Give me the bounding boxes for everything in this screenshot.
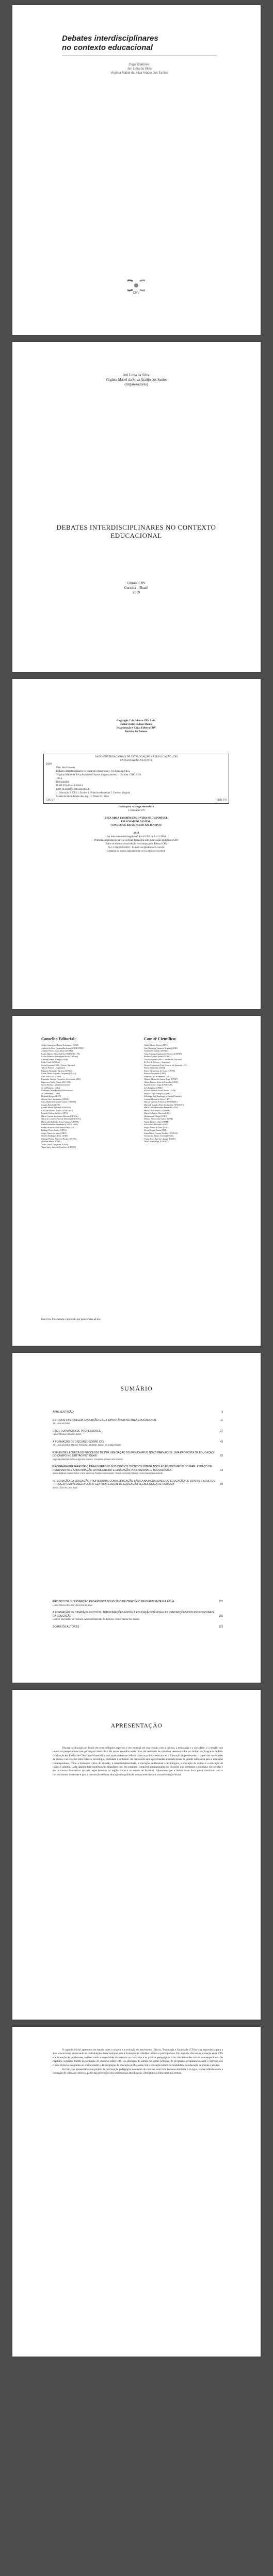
- organizers-block: [62, 63, 217, 75]
- council-member: Carlos Alberto Vilar Estêvão (UMINHO – PT): [41, 1052, 80, 1055]
- toc-entry-page: 73: [220, 1468, 223, 1472]
- cataloging-line: 166 p.: [56, 777, 63, 780]
- table-of-contents-continued: [53, 1600, 223, 1633]
- authors-block: [74, 373, 198, 387]
- council-member: Vânia Alves Martins Chaigar (FURG): [144, 1137, 176, 1140]
- toc-entry-title: A FORMAÇÃO DE DISCURSO SOBRE CTS: [53, 1440, 104, 1444]
- publisher-year: 2019: [133, 590, 140, 595]
- council-member: Ana Chrystina Venancio Mignot (UERJ): [144, 1046, 178, 1049]
- council-member: Élsio José Corá (UFFS): [41, 1075, 61, 1078]
- toc-entry-title: PROGRAMA PREPARATÓRIO PARA INGRESSO NOS CURSOS TÉCNICOS INTEGRADOS AO ENSINO MÉDIO DO IFRR: ESPAÇO DE RENDIMENTO E APROXIMAÇÃO ENTRE ENSINO E EDUCAÇÃO PROFISSIONAL E TECNOLÓGICA: [53, 1465, 212, 1472]
- council-member: Sonia Maria Ferreira Koehler (UNISAL): [144, 1131, 178, 1134]
- copyright-line: Copyright © da Editora CRV Ltda.: [117, 720, 156, 722]
- toc-entry[interactable]: [53, 1430, 223, 1436]
- toc-entry-authors: Jeri Lima da Silva; Marcos Tassadar; Jardeline Daniel de Araújo Borges: [53, 1444, 122, 1446]
- council-member: Eduardo Fernandes Barbosa (UFMG): [41, 1069, 73, 1072]
- book-title: [62, 34, 217, 53]
- council-member: Josania Portela (UFPI): [41, 1103, 60, 1106]
- toc-entry-title: APRESENTAÇÃO: [53, 1411, 74, 1414]
- summary-title: SUMÁRIO: [120, 1385, 153, 1392]
- index-entry: 1. Educação 370: [127, 809, 145, 812]
- toc-entry-page: 137: [218, 1600, 223, 1603]
- council-member: Najela Tavares Ujiie (UTFPR): [144, 1120, 169, 1123]
- cataloging-subheading: CATALOGAÇÃO NA FONTE: [120, 759, 153, 762]
- organizer-2: Virgínia Mabel da Silva Araújo dos Santos: [110, 72, 168, 75]
- cataloging-line: Virgínia Mabel da Silva Araújo dos Santos (organizadores) – Curitiba: CRV, 2019.: [56, 774, 141, 776]
- cataloging-line: Mabel da Silva Araújo dos. org. II. Título III. Série: [56, 795, 109, 798]
- council-member: Vera Lucia Gaspar (UDESC): [144, 1140, 168, 1143]
- toc-entry-page: 11: [220, 1418, 223, 1422]
- council-member: Mohammed Elhajji (UFRJ): [144, 1114, 167, 1117]
- publisher-block: [95, 581, 178, 595]
- council-member: Lourdes Helena da Silva (UFV): [144, 1097, 171, 1100]
- council-member: de La Havana – Cuba): [41, 1092, 60, 1095]
- council-member: Leonel Severo Rocha (UNISINOS): [41, 1106, 71, 1109]
- toc-entry-page: 9: [221, 1411, 223, 1414]
- council-member: Andréia da Silva Quintanilha Sousa (UNIR/UFRN): [41, 1046, 84, 1049]
- edition-year: 2019: [134, 832, 139, 835]
- council-member: Suzana dos Santos Gomes (UFMG): [144, 1134, 174, 1137]
- toc-entry-title: CTS E FORMAÇÃO DE PROFESSORES: [53, 1429, 101, 1433]
- editorial-council-heading: Conselho Editorial:: [41, 1037, 76, 1041]
- council-member: Jussara Fraga Portugal (UNEB): [144, 1092, 170, 1095]
- toc-entry-line: [53, 1611, 223, 1618]
- summary-page: [12, 1353, 261, 1683]
- half-title: DEBATES INTERDISCIPLINARES NO CONTEXTO EDUCACIONAL: [56, 523, 216, 539]
- editorial-council: [41, 1037, 134, 1149]
- legal-note: Proibida a reprodução parcial ou total desta obra sem autorização da Editora CRV: [94, 839, 179, 842]
- council-member: Inês Bragança (UERJ): [144, 1086, 163, 1089]
- peer-review-note: Este livro foi avaliado e aprovado por pareceristas ad hoc.: [41, 1318, 102, 1321]
- cataloging-line: Bibliografia: [56, 781, 69, 784]
- toc-entry-page: 99: [220, 1483, 223, 1486]
- toc-entry-line: [53, 1451, 223, 1458]
- toc-entry[interactable]: [53, 1611, 223, 1621]
- book-title-line-1: Debates interdisciplinares: [62, 34, 158, 43]
- toc-entry-line: [53, 1625, 223, 1629]
- toc-entry-title: INTEGRAÇÃO DA EDUCAÇÃO PROFISSIONAL COM A EDUCAÇÃO BÁSICA NA MODALIDADE DE EDUCAÇÃO DE JOVENS E ADULTOS – PROEJA: UM PARALELO COM O CENTRO FEDERAL DE EDUCAÇÃO TECNOLÓGICA DE RORAIMA: [53, 1479, 215, 1486]
- council-member: Carlos Federico Domínguez Avila (Unieuro): [41, 1055, 78, 1058]
- table-of-contents: [53, 1411, 223, 1494]
- revision-credit: Revisão: Os Autores: [125, 731, 148, 733]
- logo-label: CRV: [133, 292, 140, 295]
- author-1: Jeri Lima da Silva: [123, 373, 150, 377]
- council-member: Francisco Ari de Andrade (UFC): [144, 1075, 171, 1078]
- toc-entry-authors: Luciene Guimarães de Andrade; Ivanilson Salomão de Barbosa; Osório Cabral dos Santos: [53, 1618, 140, 1620]
- legal-note: Foi feito o depósito legal conf. Lei 10.994 de 14/12/2004: [106, 836, 166, 838]
- scientific-committee-heading: Comitê Científico:: [144, 1037, 176, 1041]
- council-member: Altair Alberto Fávero (UPF): [144, 1044, 168, 1046]
- half-title-page: [12, 342, 261, 672]
- council-member: Marcos Vinicius Francisco (UNOESTE): [144, 1100, 178, 1103]
- contact-line: Tel.: (41) 3039-6418 – E-mail: sac@editoracrv.com.br: [108, 846, 165, 849]
- toc-entry[interactable]: [53, 1625, 223, 1629]
- toc-entry-title: REFLEXÕES ACERCA DO PROCESSO DE INFLUENCIAÇÃO DO IFRN/CAMPUS NOVO PARNÁ/CGE: UMA PROPOSTA DE EDUCAÇÃO DO CAMPO NO SERTÃO POTIGUAR: [53, 1451, 214, 1458]
- crv-logo-icon: [127, 279, 145, 292]
- presentation-paragraph: Discutir a educação no Brasil em seus múltiplos aspectos, e em especial em sua relação com a ciência, a tecnologia e a sociedade, é o desafio que reuniu os pesquisadores que participam desta obra. Os textos reunidos neste livro são resultado de trabalhos desenvolvidos no âmbito do Programa de Pós-Graduação em Ensino de Ciências e Matemática, nos quais se buscou refletir sobre as práticas educativas, a formação de professores, o papel das instituições de ensino e as relações entre ciência, tecnologia, sociedade e ambiente. As discussões aqui apresentadas abordam temas de grande relevância para a educação contemporânea, como a formação crítica do cidadão, a interdisciplinaridade, a educação profissional e tecnológica, a educação do campo e a educação de jovens e adultos. Cada capítulo traz contribuições singulares que, em conjunto, compõem um panorama das questões que permeiam o cotidiano das escolas e dos processos formativos no país, especialmente na região Norte e no estado de Roraima. Esperamos que a leitura deste livro possa contribuir para o fortalecimento do debate e para a construção de uma educação de qualidade, comprometida com a transformação social.: [53, 1747, 223, 1776]
- scientific-committee: [144, 1037, 237, 1143]
- toc-entry[interactable]: [53, 1465, 223, 1475]
- toc-entry[interactable]: [53, 1419, 223, 1425]
- organizer-1: Jeri Lima da Silva: [127, 67, 152, 71]
- toc-entry-authors: Maria Betânia Gomes Silva; Carla Vanessa Paulino Nascimento; Tamas Armando Ribeiro; Clara Maria Nascimento: [53, 1472, 163, 1475]
- cover-page: [12, 5, 261, 335]
- council-member: Maria de Lourdes Pinto de Almeida (UNOESC): [41, 1117, 81, 1120]
- council-member: Antônio Pereira Gaio Júnior (UFRRJ): [41, 1049, 73, 1052]
- council-member: Ilma Passos A. Veiga (UNICEUB): [144, 1083, 173, 1086]
- publisher-name: Editora CRV: [126, 581, 146, 585]
- website-line: Conheça os nossos lançamentos: www.editoracrv.com.br: [107, 850, 166, 853]
- cdd-code: CDD 370: [216, 799, 227, 802]
- council-member: Lourdes Helena da Silva (UFV): [41, 1112, 68, 1114]
- council-member: Helmuth Krüger (UCP): [41, 1095, 61, 1097]
- council-member: Fauston Negreiros (UFPI): [144, 1072, 166, 1075]
- council-member: Solange Helena Ximenes-Rocha (UFOPA): [41, 1137, 77, 1140]
- toc-entry-line: [53, 1465, 223, 1472]
- author-2: Virgínia Mabel da Silva Araújo dos Santos: [105, 378, 167, 382]
- council-member: Anna Augusta Sampaio de Oliveira (UNESP): [144, 1052, 182, 1055]
- copyright-notes: [43, 805, 229, 853]
- cataloging-line: Debates interdisciplinares no contexto educacional / Jeri Lima da Silva,: [56, 770, 131, 773]
- isbn: ISBN 978-85-444-3304-1: [56, 785, 83, 787]
- council-member: Carmen Tereza Velanga (UNIR): [41, 1058, 68, 1061]
- index-heading: Índice para catálogo sistemático: [118, 806, 154, 808]
- council-member: Maria Eliza Mattosinho Bernardes (USP): [144, 1106, 179, 1109]
- council-member: Sérgio Nunes de Jesus (IFRO): [41, 1131, 67, 1134]
- toc-entry-title: A FORMAÇÃO DE CIDADÃOS CRÍTICOS: APROXIMAÇÕES ENTRE A EDUCAÇÃO CIÊNCIA E AS PERCEPÇÕES DOS PROFISSIONAIS DA EDUCAÇÃO: [53, 1611, 214, 1618]
- council-member: Marta Furlan de Oliveira (UEL): [144, 1112, 171, 1114]
- council-member: Lídia de Oliveira Xavier (UNIEURO): [41, 1109, 73, 1112]
- toc-entry-page: 27: [220, 1429, 223, 1433]
- toc-entry-line: [53, 1411, 223, 1414]
- council-member: Três de Febrero – Argentina): [41, 1066, 66, 1069]
- presentation-paragraph: O capítulo inicial apresenta um estudo sobre a origem e a evolução do movimento Ciência, Tecnologia e Sociedade (CTS) e sua importância para a área educacional, destacando as contribuições desse enfoque para a formação de cidadãos críticos e participativos. Em seguida, discute-se a relação entre CTS e a formação de professores, evidenciando a necessidade de repensar os currículos e as práticas pedagógicas à luz das demandas sociais contemporâneas. Os capítulos seguintes tratam da formação do discurso sobre CTS, da educação do campo no sertão potiguar, de programas preparatórios para o ingresso nos cursos técnicos integrados ao ensino médio e da integração da educação profissional com a educação básica na modalidade de educação de jovens e adultos.: [53, 2048, 223, 2067]
- toc-entry-page: 173: [218, 1625, 223, 1629]
- cataloging-code: D286: [46, 763, 52, 766]
- council-member: Sydione Santos (UEPG): [41, 1140, 61, 1143]
- council-member: Sérgio Nunes de Jesus (IFRO): [144, 1126, 169, 1129]
- council-member: Cesar Gerónimo Tello (Univer. Nacional: [41, 1063, 75, 1066]
- council-member: Barbara Coelho Neves (UFBA): [144, 1055, 170, 1058]
- toc-entry-page: 155: [218, 1614, 223, 1618]
- council-member: Renato Francisco dos Santos Paula (UFG): [41, 1126, 76, 1129]
- toc-entry-authors: Hipias Monteiro Duarte Júnior: [53, 1433, 82, 1435]
- toc-entry[interactable]: [53, 1600, 223, 1606]
- toc-entry-line: [53, 1480, 223, 1486]
- council-member: Simone Rodrigues Pinto (UNB): [41, 1134, 68, 1137]
- cataloging-box: [43, 754, 229, 804]
- cdu-code: CDU 37: [46, 799, 55, 802]
- council-member: de La Havana – Cuba): [41, 1086, 60, 1089]
- toc-entry-authors: Jeri Lima da Silva: [53, 1422, 70, 1425]
- council-member: Maria Cristina dos Santos Bezerra (UFSCar): [41, 1114, 78, 1117]
- cataloging-line: Deb, Jeri Lima da: [56, 767, 75, 769]
- publisher-logo: [116, 279, 157, 295]
- council-member: Eliane Rose Maio (UEM): [144, 1066, 166, 1069]
- cataloging-line: 1. Educação 2. CTS 3. Ensino 4. Práticas educativas 5. Ensino. Virgínia: [56, 792, 131, 794]
- doi: DOI 10.24824/978854443304.1: [56, 788, 90, 791]
- council-member: Francisco Carlos Duarte (PUC-PR): [41, 1080, 71, 1083]
- layout-credit: Diagramação e Capa: Editora CRV: [117, 727, 156, 730]
- council-member: José de Ribamar Sousa Pereira (UCB): [144, 1089, 176, 1092]
- council-member: Diosnel Centurion (Univ Americ. de Asunción – Py): [144, 1063, 187, 1066]
- council-member: Tadeu Oliver Gonçalves (UFPA): [41, 1143, 69, 1146]
- councils-page: [12, 1016, 261, 1346]
- council-member: Elione Maria Nogueira Diogenes (UFAL): [41, 1072, 76, 1075]
- toc-entry-authors: Virgínia Mabel da Silva Araújo dos Santos; Josadaira Oliveira dos Santos: [53, 1458, 123, 1461]
- council-member: Maria de Lourdes Pinto de Almeida (UNOESC): [144, 1103, 184, 1106]
- presentation-continued-text: [53, 2048, 223, 2076]
- council-member: Tania Suely Azevedo Brasileiro (UFOPA): [41, 1146, 76, 1148]
- presentation-page: [12, 1690, 261, 2020]
- copyright-page: [12, 679, 261, 1009]
- toc-entry-title: PROJETO DE INTERVENÇÃO PEDAGÓGICA NO ENSINO DE CIÊNCIA: O MEIO AMBIENTE E A ÁGUA: [53, 1600, 174, 1603]
- presentation-paragraph: Por fim, são apresentados um projeto de intervenção pedagógica no ensino de ciências, com foco no meio ambiente e na água, e uma reflexão sobre a formação de cidadãos críticos a partir das percepções dos profissionais da educação. Desejamos a todos uma boa leitura.: [53, 2068, 223, 2075]
- toc-entry-page: 43: [220, 1440, 223, 1444]
- council-member: Gloria Fariñas León (Universidade: [41, 1083, 70, 1086]
- council-member: Silvia Regina Canan (URI): [144, 1129, 167, 1131]
- council-member: Nilson José Machado (USP): [144, 1123, 168, 1126]
- toc-entry-line: [53, 1419, 223, 1422]
- digital-note: ESTA OBRA TAMBÉM ENCONTRA-SE DISPONÍVEL: [105, 817, 168, 820]
- council-member: Celso Conti (UFSCar): [41, 1061, 60, 1063]
- organizers-label: Organizadores:: [129, 63, 150, 66]
- council-member: João Adalberto Campato Junior (UNESP): [41, 1100, 76, 1103]
- council-member: Paulo Romualdo Hernandes (UNIFAL-MG): [41, 1123, 78, 1126]
- council-member: de Três de Febrero – Argentina): [144, 1061, 170, 1063]
- council-member: Aldira Guimarães Duarte Domínguez (UNB): [41, 1044, 79, 1046]
- presentation-continued-page: [12, 2027, 261, 2357]
- editor-chief: Editor-chefe: Railson Moura: [120, 723, 152, 726]
- toc-entry[interactable]: [53, 1411, 223, 1414]
- classification-row: [46, 799, 227, 802]
- toc-entry-line: [53, 1600, 223, 1604]
- book-title-line-2: no contexto educacional: [62, 43, 153, 52]
- toc-entry-authors: Maria Lúcia de Lima Silva: [53, 1486, 77, 1489]
- digital-note-3: CONHEÇA E BAIXE NOSSO APLICATIVO!: [110, 824, 162, 827]
- council-member: Rodrigo Pratte-Santos (UFES): [41, 1129, 67, 1131]
- council-member: Mônica Pereira dos Santos (UFRJ): [144, 1117, 173, 1120]
- digital-note-2: EM FORMATO DIGITAL.: [121, 821, 152, 823]
- editorial-council-list: [41, 1044, 134, 1149]
- publisher-city: Curitiba – Brasil: [124, 586, 149, 590]
- council-member: Helder Buenos Aires de Carvalho (UFPI): [144, 1080, 179, 1083]
- toc-entry[interactable]: [53, 1440, 223, 1447]
- council-member: Elizeu Clementino de Souza (UNEB): [144, 1069, 175, 1072]
- toc-entry-title: SOBRE OS AUTORES: [53, 1625, 79, 1629]
- council-member: Maria Lília Imbiriba Sousa Colares (UFOPA): [41, 1120, 79, 1123]
- legal-note: Todos os direitos desta edição reservados pela: Editora CRV: [105, 843, 168, 845]
- toc-entry[interactable]: [53, 1480, 223, 1489]
- council-member: Andréia N. Militão (UEMS): [144, 1049, 168, 1052]
- council-member: Kilwangy Kya Kapitango-a-Samba (Unemat): [144, 1095, 182, 1097]
- council-member: Maria Luisa Bissoto (UNISAL): [144, 1109, 170, 1112]
- scientific-committee-list: [144, 1044, 237, 1143]
- council-member: Jailson Alves dos Santos (UFRJ): [41, 1097, 69, 1100]
- toc-entry[interactable]: [53, 1451, 223, 1461]
- presentation-title: APRESENTAÇÃO: [110, 1722, 163, 1729]
- toc-entry-authors: Lusiel Ribeiro de Lima; Jeri Lima da Silva: [53, 1603, 92, 1606]
- council-member: Gláucia Maria dos Santos Jorge (UFOP): [144, 1078, 178, 1080]
- author-role: (Organizadores): [124, 382, 148, 386]
- cataloging-heading: DADOS INTERNACIONAIS DE CATALOGAÇÃO NA PUBLICAÇÃO (CIP): [94, 756, 178, 758]
- copyright-credits: [43, 719, 229, 734]
- council-member: Cesar Gerónimo Tello (Universidad Nacional: [144, 1058, 182, 1061]
- council-member: Guillermo Arias Beatón (Universidade: [41, 1089, 73, 1092]
- toc-entry-title: ESTUDOS CTS: ORIGEM, EVOLUÇÃO E SUA IMPORTÂNCIA NA ÁREA EDUCACIONAL: [53, 1418, 157, 1422]
- toc-entry-page: 53: [220, 1454, 223, 1458]
- council-member: Fernando Antônio Gonçalves Alcoforado (IPB): [41, 1078, 81, 1080]
